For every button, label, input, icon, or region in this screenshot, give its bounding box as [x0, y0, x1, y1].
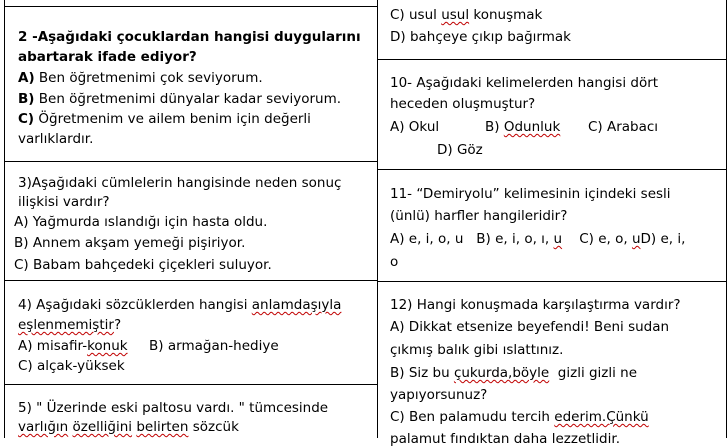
q2-option-c-continued: varlıklardır.	[18, 131, 94, 147]
q5-line-1: 5) " Üzerinde eski paltosu vardı. " tümcesinde	[18, 400, 329, 416]
q10-line-2: heceden oluşmuştur?	[390, 96, 536, 112]
left-border-line	[4, 0, 5, 438]
q2-option-b-letter: B)	[18, 91, 35, 107]
q5-line-2-end: sözcük	[188, 419, 239, 435]
q10-line-1: 10- Aşağıdaki kelimelerden hangisi dört	[390, 75, 659, 91]
q2-option-a-letter: A)	[18, 70, 35, 86]
q9-option-c	[390, 6, 542, 24]
q4-option-c: C) alçak-yüksek	[18, 358, 125, 374]
q5-underlined-1: varlığın	[18, 419, 69, 435]
q12-option-c-line-2: palamut fındıktan daha lezzetlidir.	[390, 431, 620, 447]
q4-title-line-2	[18, 316, 121, 334]
q10-option-b-letter: B)	[485, 119, 504, 135]
q2-option-c-letter: C)	[18, 111, 35, 127]
q10-option-b-underlined: Odunluk	[503, 119, 561, 135]
q9-option-c-underlined: usul	[441, 7, 470, 23]
q9-option-c-word1: usul	[408, 7, 437, 23]
q12-line-1: 12) Hangi konuşmada karşılaştırma vardır?	[390, 297, 681, 313]
q11-line-1: 11- “Demiryolu” kelimesinin içindeki sesli	[390, 186, 671, 202]
left-separator-2	[4, 161, 377, 162]
right-separator-3	[377, 281, 726, 282]
q12-option-c-underlined: ederim.Çünkü	[554, 409, 649, 425]
left-separator-4	[4, 384, 377, 385]
q12-option-b-line-2: yapıyorsunuz?	[390, 387, 488, 403]
q12-option-b-line-1	[390, 364, 637, 382]
q5-underlined-2: özelliğini	[72, 419, 133, 435]
q3-option-b: B) Annem akşam yemeği pişiriyor.	[14, 235, 246, 251]
q11-option-c: C) e, o,	[562, 231, 632, 247]
q12-option-c-line-1	[390, 408, 649, 426]
q2-title-line-1: 2 -Aşağıdaki çocuklardan hangisi duygularını	[18, 29, 361, 45]
q5-line-2	[18, 418, 239, 436]
q12-option-a-line-1: A) Dikkat etsenize beyefendi! Beni sudan	[390, 319, 670, 335]
q4-options-ab	[18, 337, 279, 355]
right-separator-2	[377, 169, 726, 170]
q11-options	[390, 230, 685, 248]
q2-option-c-text: Öğretmenim ve ailem benim için değerli	[34, 111, 311, 127]
q11-underlined-u: u	[553, 231, 563, 247]
q3-option-a: A) Yağmurda ıslandığı için hasta oldu.	[14, 214, 268, 230]
q2-option-a-text: Ben öğretmenimi çok seviyorum.	[34, 70, 263, 86]
q3-title-line-1: 3)Aşağıdaki cümlelerin hangisinde neden sonuç	[18, 175, 342, 191]
q4-option-a-underlined: konuk	[87, 338, 128, 354]
q12-option-a-line-2: çıkmış balık gibi ıslattınız.	[390, 342, 564, 358]
q2-option-c	[18, 110, 311, 128]
q10-option-c: C) Arabacı	[588, 119, 659, 135]
left-separator-3	[4, 280, 377, 281]
left-separator-1	[4, 6, 377, 7]
q11-option-d: D) e, i,	[640, 231, 686, 247]
q10-option-d: D) Göz	[437, 142, 483, 158]
q11-line-2: (ünlü) harfler hangileridir?	[390, 208, 568, 224]
center-divider-line	[377, 0, 378, 438]
q11-option-d-continued: o	[390, 254, 399, 270]
q11-options-ab: A) e, i, o, u B) e, i, o, ı,	[390, 231, 554, 247]
q5-underlined-3: belirten	[136, 419, 189, 435]
q10-option-b	[485, 118, 560, 136]
q12-option-c-pre: C) Ben palamudu tercih	[390, 409, 555, 425]
q12-option-b-underlined: çukurda,böyle	[453, 365, 550, 381]
q12-option-b-pre: B) Siz bu	[390, 365, 454, 381]
q4-title-underlined-word: anlamdaşıyla	[251, 297, 342, 313]
q9-option-c-pre: C)	[390, 7, 409, 23]
q4-title-line-1	[18, 296, 341, 314]
q2-title-line-2: abartarak ifade ediyor?	[18, 49, 197, 65]
q9-option-c-post: konuşmak	[469, 7, 543, 23]
q12-option-b-post: gizli gizli ne	[549, 365, 638, 381]
q3-title-line-2: ilişkisi vardır?	[18, 194, 110, 210]
right-separator-1	[377, 59, 726, 60]
q4-title-text: 4) Aşağıdaki sözcüklerden hangisi	[18, 297, 252, 313]
q2-option-b-text: Ben öğretmenimi dünyalar kadar seviyorum.	[34, 91, 342, 107]
q11-underlined-u-2: u	[631, 231, 641, 247]
q2-option-a	[18, 69, 263, 87]
q4-underlined-word: eşlenmemiştir	[18, 317, 114, 333]
q3-option-c: C) Babam bahçedeki çiçekleri suluyor.	[14, 257, 272, 273]
q4-option-a-pre: A) misafir-	[18, 338, 88, 354]
q4-option-b: B) armağan-hediye	[127, 338, 279, 354]
q10-option-a: A) Okul	[390, 119, 440, 135]
q2-option-b	[18, 90, 341, 108]
q4-question-mark: ?	[113, 317, 122, 333]
q9-option-d: D) bahçeye çıkıp bağırmak	[390, 29, 571, 45]
